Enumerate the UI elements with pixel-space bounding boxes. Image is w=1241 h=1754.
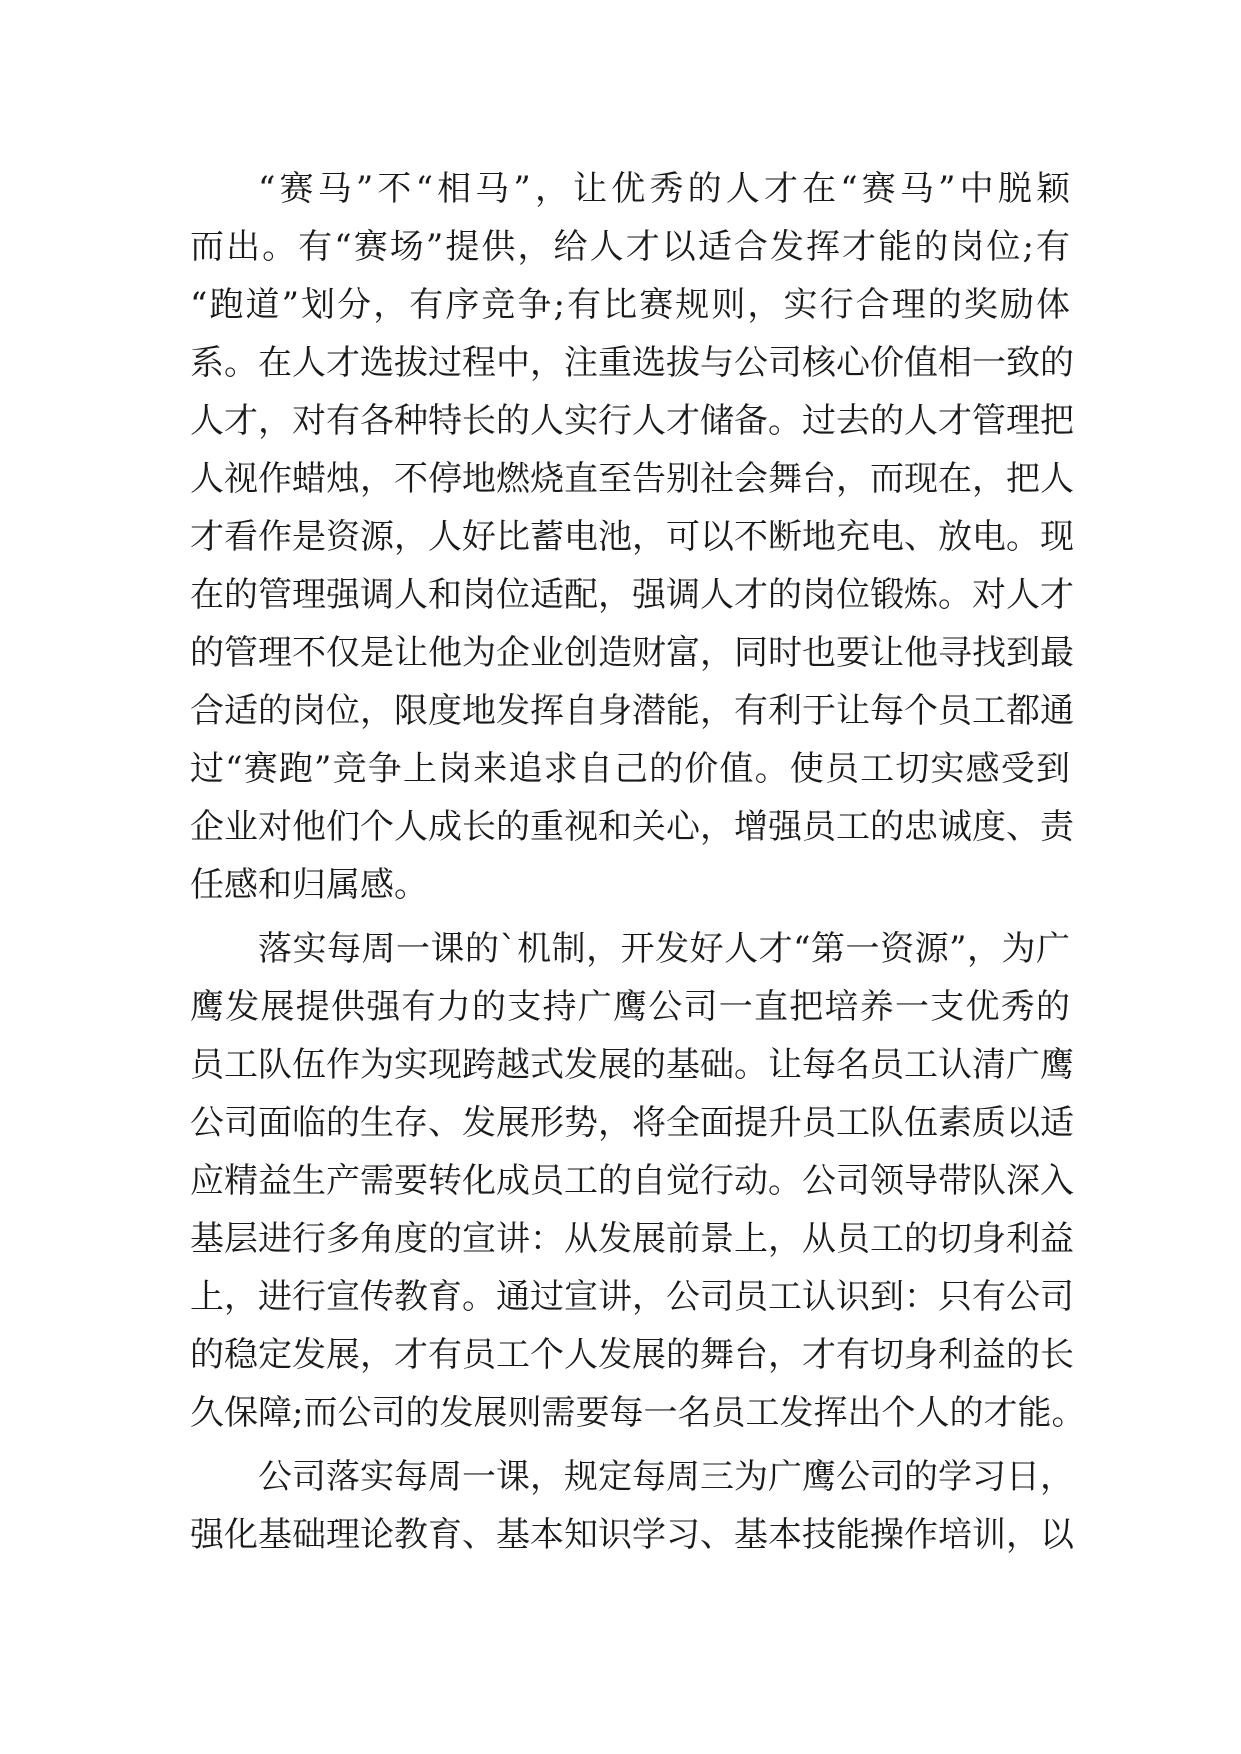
paragraph-2-line-5: 应精益生产需要转化成员工的自觉行动。公司领导带队深入 xyxy=(190,1161,1074,1201)
paragraph-1-line-8: 在的管理强调人和岗位适配，强调人才的岗位锻炼。对人才 xyxy=(190,575,1074,615)
paragraph-2-line-3: 员工队伍作为实现跨越式发展的基础。让每名员工认清广鹰 xyxy=(190,1045,1074,1085)
paragraph-2-line-4: 公司面临的生存、发展形势，将全面提升员工队伍素质以适 xyxy=(190,1103,1074,1143)
body-text xyxy=(190,160,1086,1564)
paragraph-2-line-6: 基层进行多角度的宣讲：从发展前景上，从员工的切身利益 xyxy=(190,1219,1074,1259)
paragraph-1-line-2: 而出。有“赛场”提供，给人才以适合发挥才能的岗位;有 xyxy=(190,227,1070,267)
paragraph-2-line-1: 落实每周一课的`机制，开发好人才“第一资源”，为广 xyxy=(258,929,1070,969)
paragraph-1-line-1: “赛马”不“相马”，让优秀的人才在“赛马”中脱颖 xyxy=(258,169,1070,209)
paragraph-1-line-10: 合适的岗位，限度地发挥自身潜能，有利于让每个员工都通 xyxy=(190,691,1074,731)
paragraph-1-line-12: 企业对他们个人成长的重视和关心，增强员工的忠诚度、责 xyxy=(190,807,1074,847)
paragraph-3-line-1: 公司落实每周一课，规定每周三为广鹰公司的学习日， xyxy=(258,1457,1074,1497)
paragraph-1-line-7: 才看作是资源，人好比蓄电池，可以不断地充电、放电。现 xyxy=(190,517,1074,557)
paragraph-1-line-6: 人视作蜡烛，不停地燃烧直至告别社会舞台，而现在，把人 xyxy=(190,459,1074,499)
paragraph-1-line-13: 任感和归属感。 xyxy=(190,865,428,905)
paragraph-1-line-4: 系。在人才选拔过程中，注重选拔与公司核心价值相一致的 xyxy=(190,343,1074,383)
paragraph-2-line-2: 鹰发展提供强有力的支持广鹰公司一直把培养一支优秀的 xyxy=(190,987,1070,1027)
paragraph-1-line-9: 的管理不仅是让他为企业创造财富，同时也要让他寻找到最 xyxy=(190,633,1074,673)
paragraph-1-line-11: 过“赛跑”竞争上岗来追求自己的价值。使员工切实感受到 xyxy=(190,749,1070,789)
paragraph-2-line-9: 久保障;而公司的发展则需要每一名员工发挥出个人的才能。 xyxy=(190,1393,1086,1433)
paragraph-3-line-2: 强化基础理论教育、基本知识学习、基本技能操作培训，以 xyxy=(190,1515,1074,1555)
paragraph-2-line-8: 的稳定发展，才有员工个人发展的舞台，才有切身利益的长 xyxy=(190,1335,1074,1375)
paragraph-1-line-5: 人才，对有各种特长的人实行人才储备。过去的人才管理把 xyxy=(190,401,1074,441)
paragraph-2-line-7: 上，进行宣传教育。通过宣讲，公司员工认识到：只有公司 xyxy=(190,1277,1074,1317)
paragraph-1-line-3: “跑道”划分，有序竞争;有比赛规则，实行合理的奖励体 xyxy=(190,285,1070,325)
